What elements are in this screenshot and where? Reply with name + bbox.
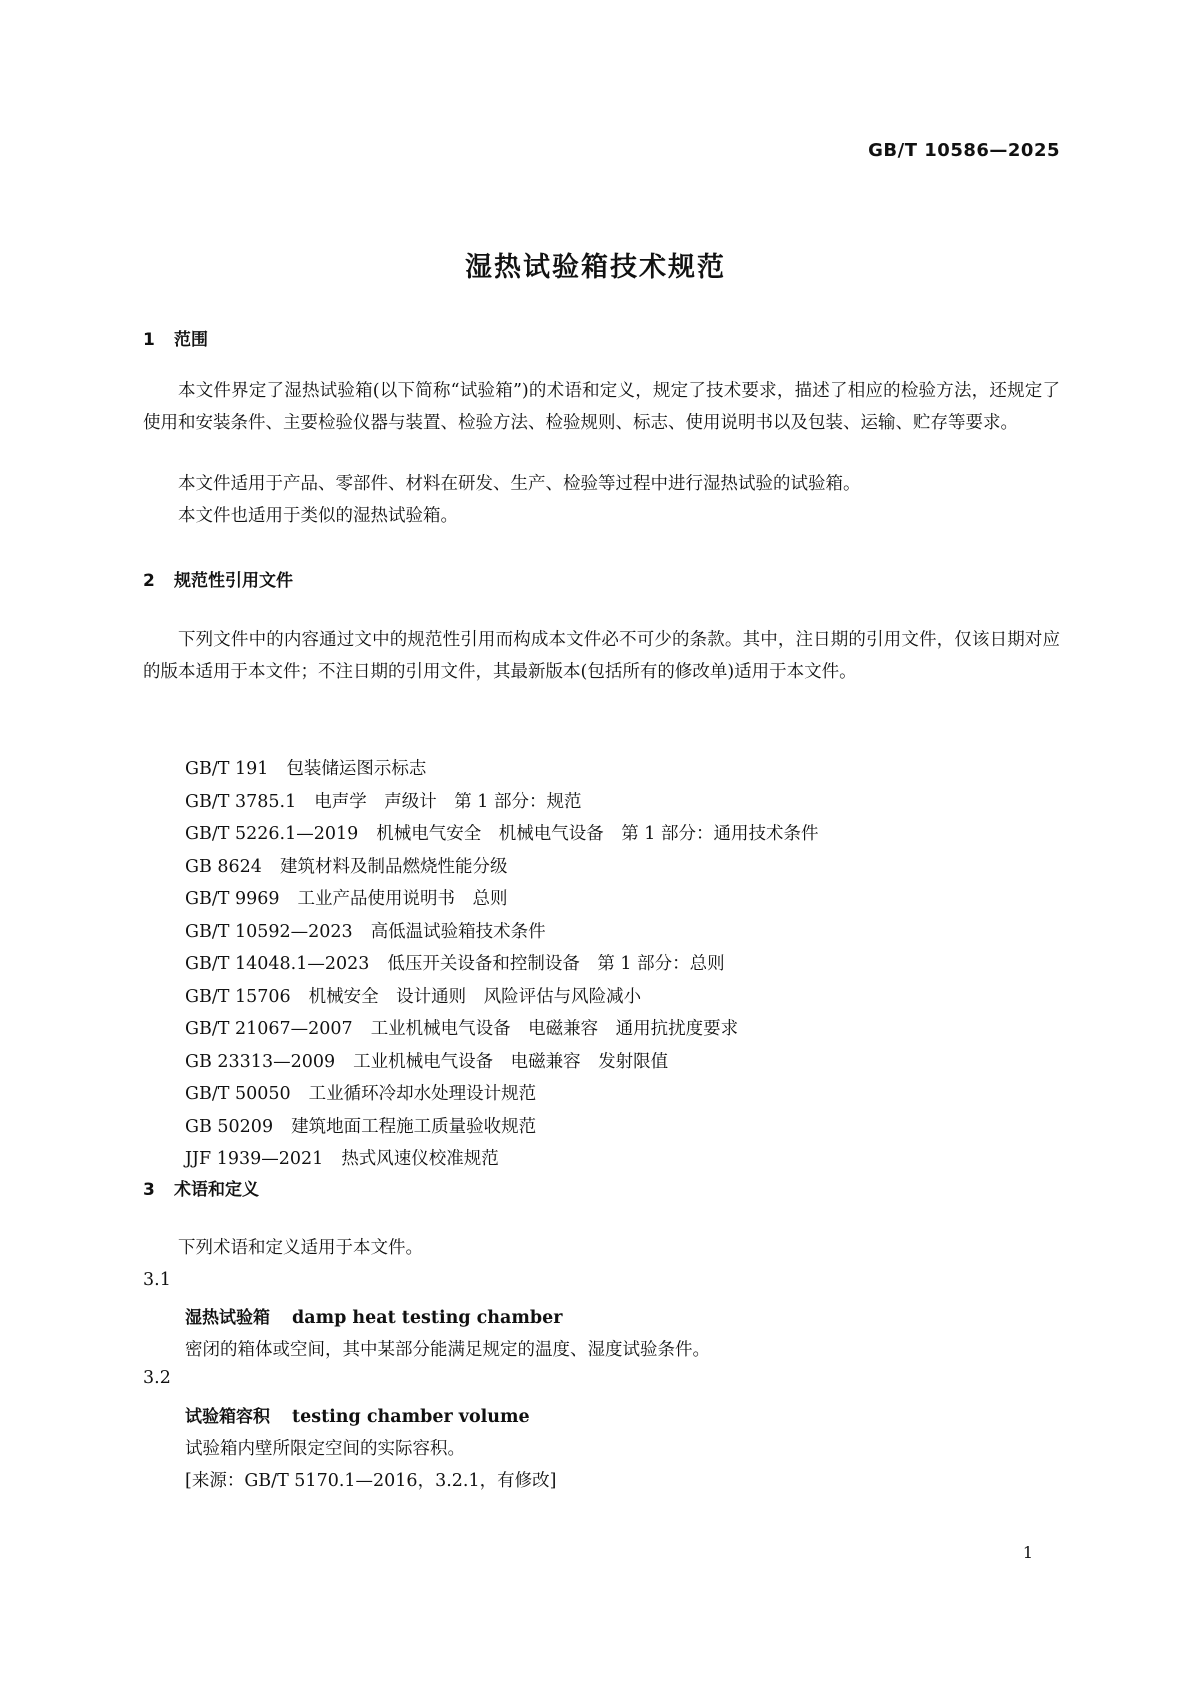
reference-item: [185, 916, 819, 949]
section-heading-references: [143, 566, 293, 591]
term-english: damp heat testing chamber: [292, 1308, 563, 1328]
reference-title: 热式风速仪校准规范: [341, 1149, 499, 1169]
scope-paragraph-1: 本文件界定了湿热试验箱(以下简称“试验箱”)的术语和定义，规定了技术要求，描述了相应的检验方法，还规定了使用和安装条件、主要检验仪器与装置、检验方法、检验规则、标志、使用说明书以及包装、运输、贮存等要求。: [143, 381, 1060, 433]
reference-item: [185, 786, 819, 819]
term-definition: 试验箱内壁所限定空间的实际容积。: [185, 1439, 465, 1459]
reference-code: JJF 1939—2021: [185, 1149, 324, 1169]
reference-code: GB/T 9969: [185, 889, 280, 909]
term-number: 3.1: [143, 1270, 171, 1290]
term-source: [来源：GB/T 5170.1—2016，3.2.1，有修改]: [185, 1471, 557, 1491]
section-heading-scope: [143, 325, 208, 350]
reference-title: 建筑地面工程施工质量验收规范: [291, 1116, 537, 1137]
reference-item: [185, 883, 819, 916]
section-number: 3: [143, 1180, 155, 1200]
term-chinese: 湿热试验箱: [185, 1308, 270, 1328]
reference-item: [185, 1111, 819, 1144]
reference-code: GB/T 5226.1—2019: [185, 824, 359, 844]
reference-code: GB/T 3785.1: [185, 791, 297, 812]
section-title: 术语和定义: [174, 1180, 259, 1200]
reference-item: [185, 818, 819, 851]
term-number: 3.2: [143, 1368, 171, 1388]
reference-title: 机械电气安全 机械电气设备 第 1 部分：通用技术条件: [376, 824, 819, 844]
term-chinese: 试验箱容积: [185, 1407, 270, 1427]
references-intro: 下列文件中的内容通过文中的规范性引用而构成本文件必不可少的条款。其中，注日期的引用文件，仅该日期对应的版本适用于本文件；不注日期的引用文件，其最新版本(包括所有的修改单)适用于本文件。: [143, 630, 1060, 682]
reference-list: [185, 753, 819, 1176]
term-definition: 密闭的箱体或空间，其中某部分能满足规定的温度、湿度试验条件。: [185, 1340, 710, 1360]
reference-code: GB/T 10592—2023: [185, 921, 353, 942]
reference-title: 高低温试验箱技术条件: [370, 921, 546, 942]
scope-paragraph-2: 本文件适用于产品、零部件、材料在研发、生产、检验等过程中进行湿热试验的试验箱。: [178, 474, 861, 494]
reference-title: 工业机械电气设备 电磁兼容 发射限值: [353, 1051, 669, 1072]
reference-item: [185, 1143, 819, 1176]
section-number: 2: [143, 571, 155, 591]
reference-code: GB 23313—2009: [185, 1051, 336, 1072]
reference-title: 电声学 声级计 第 1 部分：规范: [314, 791, 582, 812]
reference-title: 低压开关设备和控制设备 第 1 部分：总则: [387, 954, 725, 974]
terms-intro: 下列术语和定义适用于本文件。: [178, 1238, 423, 1258]
document-title: 湿热试验箱技术规范: [465, 252, 726, 283]
reference-title: 工业循环冷却水处理设计规范: [308, 1084, 537, 1104]
reference-item: [185, 981, 819, 1014]
reference-code: GB/T 15706: [185, 986, 291, 1007]
section-title: 规范性引用文件: [174, 571, 293, 591]
scope-paragraph-3: 本文件也适用于类似的湿热试验箱。: [178, 506, 458, 526]
section-number: 1: [143, 330, 155, 350]
reference-item: [185, 753, 819, 786]
reference-title: 包装储运图示标志: [286, 759, 427, 779]
section-title: 范围: [174, 330, 208, 350]
term-heading: [185, 1402, 530, 1427]
page-number: 1: [1022, 1543, 1033, 1562]
reference-item: [185, 851, 819, 884]
reference-item: [185, 1078, 819, 1111]
reference-code: GB/T 191: [185, 759, 269, 779]
reference-title: 机械安全 设计通则 风险评估与风险减小: [308, 986, 642, 1007]
section-heading-terms: [143, 1175, 259, 1200]
reference-title: 建筑材料及制品燃烧性能分级: [279, 856, 508, 877]
reference-code: GB/T 21067—2007: [185, 1019, 353, 1039]
reference-code: GB 50209: [185, 1116, 274, 1137]
reference-item: [185, 1046, 819, 1079]
reference-title: 工业机械电气设备 电磁兼容 通用抗扰度要求: [370, 1019, 739, 1039]
reference-title: 工业产品使用说明书 总则: [297, 889, 508, 909]
term-heading: [185, 1303, 562, 1328]
reference-item: [185, 1013, 819, 1046]
term-english: testing chamber volume: [292, 1407, 530, 1427]
reference-code: GB/T 14048.1—2023: [185, 954, 370, 974]
reference-item: [185, 948, 819, 981]
reference-code: GB 8624: [185, 856, 262, 877]
reference-code: GB/T 50050: [185, 1084, 291, 1104]
standard-code: GB/T 10586—2025: [868, 140, 1060, 161]
